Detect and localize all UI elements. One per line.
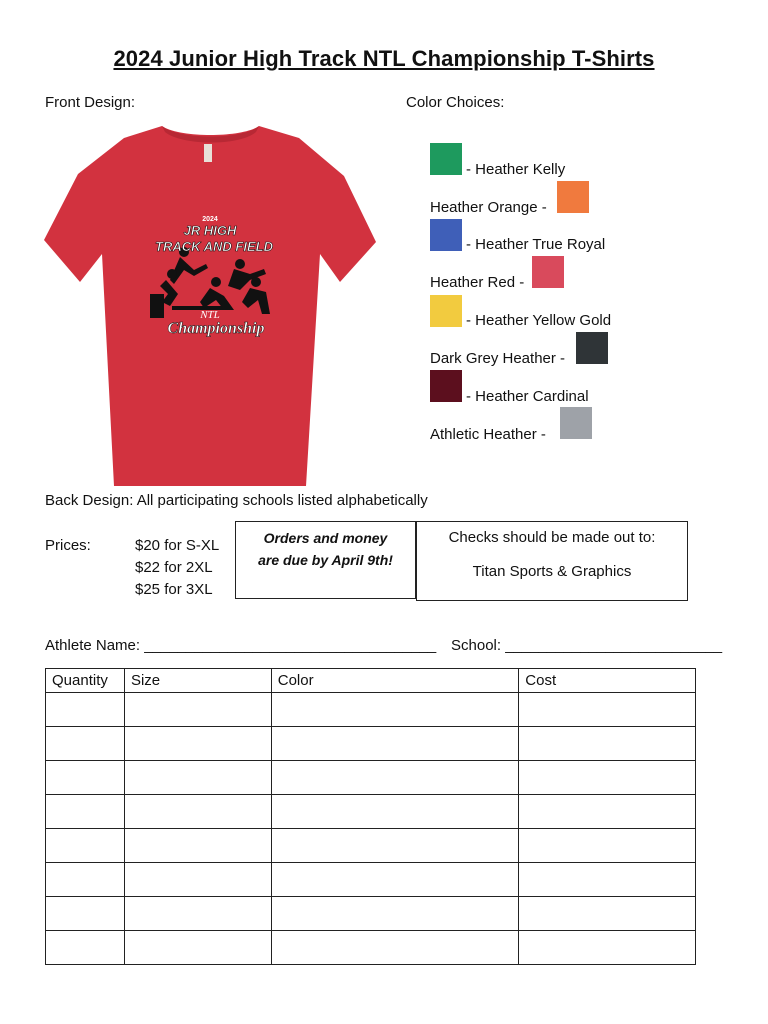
cell-size[interactable]: [124, 795, 271, 829]
header-color: Color: [271, 669, 519, 693]
color-label-heather-yellow-gold: - Heather Yellow Gold: [466, 312, 612, 329]
due-notice-line2: are due by April 9th!: [258, 552, 393, 568]
table-row: [46, 829, 696, 863]
cell-cost[interactable]: [519, 931, 696, 965]
cell-size[interactable]: [124, 693, 271, 727]
table-row: [46, 693, 696, 727]
athlete-name-field[interactable]: Athlete Name: ___________________________________: [45, 637, 437, 654]
shirt-ntl-text: NTL: [200, 309, 220, 321]
cell-quantity[interactable]: [46, 795, 125, 829]
color-label-heather-true-royal: - Heather True Royal: [466, 236, 606, 253]
cell-color[interactable]: [271, 863, 519, 897]
cell-color[interactable]: [271, 897, 519, 931]
cell-quantity[interactable]: [46, 829, 125, 863]
due-date-notice: [235, 521, 416, 599]
swatch-heather-cardinal: [430, 370, 462, 402]
shirt-championship-text: Championship: [167, 320, 265, 337]
cell-size[interactable]: [124, 897, 271, 931]
cell-color[interactable]: [271, 931, 519, 965]
prices-label: Prices:: [45, 537, 91, 554]
color-label-heather-orange: Heather Orange -: [430, 199, 547, 216]
table-row: [46, 795, 696, 829]
color-label-heather-cardinal: - Heather Cardinal: [466, 388, 589, 405]
cell-color[interactable]: [271, 829, 519, 863]
swatch-heather-yellow-gold: [430, 295, 462, 327]
cell-quantity[interactable]: [46, 863, 125, 897]
order-table-header: [46, 669, 696, 693]
cell-cost[interactable]: [519, 693, 696, 727]
swatch-heather-true-royal: [430, 219, 462, 251]
color-choices-label: Color Choices:: [406, 94, 505, 111]
table-row: [46, 727, 696, 761]
cell-quantity[interactable]: [46, 761, 125, 795]
shirt-track-field-text: TRACK AND FIELD: [155, 239, 273, 254]
price-line-2xl: $22 for 2XL: [135, 559, 213, 576]
school-field[interactable]: School: __________________________: [451, 637, 723, 654]
front-design-shirt-image: [44, 124, 377, 488]
color-label-athletic-heather: Athletic Heather -: [430, 426, 546, 443]
cell-quantity[interactable]: [46, 897, 125, 931]
header-quantity: Quantity: [46, 669, 125, 693]
swatch-heather-orange: [557, 181, 589, 213]
cell-size[interactable]: [124, 761, 271, 795]
checks-payable-box: [416, 521, 688, 601]
cell-color[interactable]: [271, 693, 519, 727]
color-label-heather-kelly: - Heather Kelly: [466, 161, 566, 178]
cell-size[interactable]: [124, 863, 271, 897]
cell-cost[interactable]: [519, 829, 696, 863]
swatch-athletic-heather: [560, 407, 592, 439]
checks-line1: Checks should be made out to:: [448, 529, 656, 546]
cell-cost[interactable]: [519, 727, 696, 761]
shirt-jr-high-text: JR HIGH: [183, 223, 237, 238]
shirt-year-text: 2024: [202, 216, 218, 223]
table-row: [46, 761, 696, 795]
header-size: Size: [124, 669, 271, 693]
back-design-text: Back Design: All participating schools listed alphabetically: [45, 492, 428, 509]
cell-size[interactable]: [124, 931, 271, 965]
swatch-heather-kelly: [430, 143, 462, 175]
header-cost: Cost: [519, 669, 696, 693]
front-design-label: Front Design:: [45, 94, 136, 111]
cell-cost[interactable]: [519, 897, 696, 931]
cell-quantity[interactable]: [46, 931, 125, 965]
page-title: 2024 Junior High Track NTL Championship T-Shirts: [113, 46, 655, 71]
price-line-s-xl: $20 for S-XL: [135, 537, 220, 554]
table-row: [46, 897, 696, 931]
price-line-3xl: $25 for 3XL: [135, 581, 213, 598]
cell-color[interactable]: [271, 761, 519, 795]
cell-cost[interactable]: [519, 863, 696, 897]
cell-cost[interactable]: [519, 761, 696, 795]
table-row: [46, 863, 696, 897]
cell-size[interactable]: [124, 727, 271, 761]
cell-color[interactable]: [271, 795, 519, 829]
swatch-heather-red: [532, 256, 564, 288]
color-label-heather-red: Heather Red -: [430, 274, 525, 291]
cell-color[interactable]: [271, 727, 519, 761]
color-label-dark-grey-heather: Dark Grey Heather -: [430, 350, 566, 367]
due-notice-line1: Orders and money: [263, 530, 388, 546]
table-row: [46, 931, 696, 965]
order-table: [45, 668, 696, 965]
cell-size[interactable]: [124, 829, 271, 863]
order-table-body: [46, 693, 696, 965]
cell-quantity[interactable]: [46, 693, 125, 727]
swatch-dark-grey-heather: [576, 332, 608, 364]
checks-line2: Titan Sports & Graphics: [472, 563, 632, 580]
cell-quantity[interactable]: [46, 727, 125, 761]
cell-cost[interactable]: [519, 795, 696, 829]
